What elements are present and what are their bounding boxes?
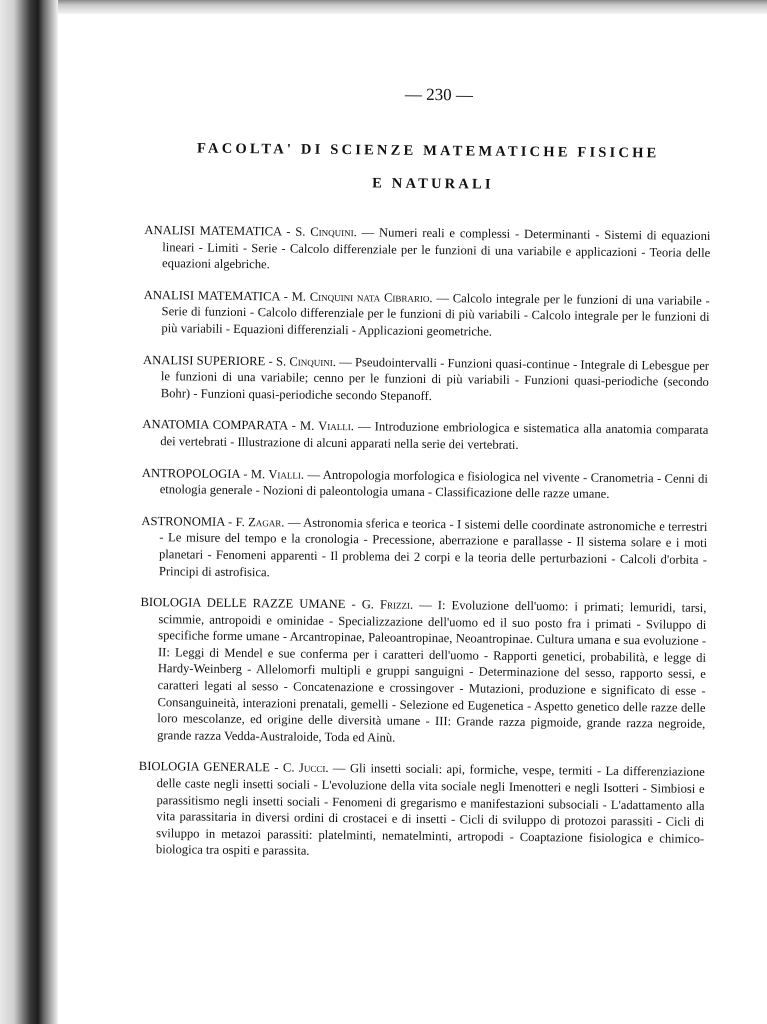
faculty-heading-continued: E NATURALI <box>372 175 494 193</box>
course-description: Antropologia morfologica e fisiologica nel vivente - Cranometria - Cenni di etnologia generale - Nozioni di paleontologia umana - Classificazione delle razze umane. <box>159 467 708 501</box>
course-entry: ANALISI MATEMATICA - S. Cinquini. — Numeri reali e complessi - Determinanti - Sistemi di equazioni lineari - Limiti - Serie - Calcolo differenziale per le funzioni di una variabile e applicazioni - Teoria delle equazioni algebriche. <box>144 222 711 272</box>
course-teacher: M. Cinquini nata Cibrario. <box>291 289 433 305</box>
course-description: Calcolo integrale per le funzioni di una variabile - Serie di funzioni - Calcolo differenziale per le funzioni di più variabili - Calcolo integrale per le funzioni di più variabili - Equazioni differenziali - Applicazioni geometriche. <box>161 291 710 339</box>
course-teacher: S. Cinquini. <box>275 353 337 369</box>
course-teacher: G. Frizzi. <box>361 597 414 612</box>
page-content <box>138 82 712 879</box>
course-list <box>138 222 711 864</box>
course-title: ASTRONOMIA <box>141 513 225 529</box>
course-teacher: F. Zagar. <box>235 514 285 530</box>
course-entry: BIOLOGIA DELLE RAZZE UMANE - G. Frizzi. — I: Evoluzione dell'uomo: i primati; lemuridi, tarsi, scimmie, antropoidi e ominidae - Specializzazione dell'uomo ed il suo posto fra i primati - Sviluppo di specifiche forme umane - Arcantropinae, Paleoantropinae, Neoantropinae. Cultura umana e sua evoluzione - II: Leggi di Mendel e sue conferma per i caratteri dell'uomo - Rapporti genetici, probabilità, e legge di Hardy-Weinberg - Allelomorfi multipli e gruppi sanguigni - Determinazione del sesso, rapporto sessi, e caratteri legati al sesso - Concatenazione e crossingover - Mutazioni, produzione e significato di esse - Consanguineità, interazioni prenatali, gemelli - Selezione ed Eugenetica - Aspetto genetico delle razze delle loro mescolanze, ed origine delle diversità umane - III: Grande razza pigmoide, grande razza negroide, grande razza Vedda-Australoide, Toda ed Ainù. <box>140 595 707 745</box>
course-teacher: C. Jucci. <box>282 760 329 776</box>
course-description: Introduzione embriologica e sistematica alla anatomia comparata dei vertebrati - Illustrazione di alcuni apparati nella serie dei vertebrati. <box>160 419 709 452</box>
course-title: ANALISI MATEMATICA <box>143 287 280 304</box>
course-teacher: M. Vialli. <box>250 466 305 482</box>
course-title: BIOLOGIA DELLE RAZZE UMANE <box>140 595 346 612</box>
course-entry: ANALISI SUPERIORE - S. Cinquini. — Pseudointervalli - Funzioni quasi-continue - Integrale di Lebesgue per le funzioni di una variabile; cenno per le funzioni di più variabili - Funzioni quasi-periodiche (secondo Bohr) - Funzioni quasi-periodiche secondo Stepanoff. <box>143 352 710 403</box>
course-entry: ASTRONOMIA - F. Zagar. — Astronomia sferica e teorica - I sistemi delle coordinate astronomiche e terrestri - Le misure del tempo e la cronologia - Precessione, aberrazione e parallasse - Il sistema solare e i moti planetari - Fenomeni apparenti - Il problema dei 2 corpi e la teoria delle perturbazioni - Calcoli d'orbita - Principi di astrofisica. <box>141 513 708 579</box>
course-title: ANTROPOLOGIA <box>141 465 240 481</box>
course-description: I: Evoluzione dell'uomo: i primati; lemuridi, tarsi, scimmie, antropoidi e ominidae - Specializzazione dell'uomo ed il suo posto fra i primati - Sviluppo di specifiche forme umane - Arcantropinae, Paleoantropinae, Neoantropinae. Cultura umana e sua evoluzione - II: Leggi di Mendel e sue conferma per i caratteri dell'uomo - Rapporti genetici, probabilità, e legge di Hardy-Weinberg - Allelomorfi multipli e gruppi sanguigni - Determinazione del sesso, rapporto sessi, e caratteri legati al sesso - Concatenazione e crossingover - Mutazioni, produzione e significato di esse - Consanguineità, interazioni prenatali, gemelli - Selezione ed Eugenetica - Aspetto genetico delle razze delle loro mescolanze, ed origine delle diversità umane - III: Grande razza pigmoide, grande razza negroide, grande razza Vedda-Australoide, Toda ed Ainù. <box>157 598 707 745</box>
course-teacher: M. Vialli. <box>299 418 354 434</box>
page-number: — 230 — <box>404 84 473 105</box>
course-title: ANALISI SUPERIORE <box>143 352 266 368</box>
course-teacher: S. Cinquini. <box>295 224 357 240</box>
course-description: Astronomia sferica e teorica - I sistemi delle coordinate astronomiche e terrestri - Le misure del tempo e la cronologia - Precessione, aberrazione e parallasse - Il sistema solare e i moti planetari - Fenomeni apparenti - Il problema dei 2 corpi e la teoria delle perturbazioni - Calcoli d'orbita - Principi di astrofisica. <box>158 515 708 579</box>
course-description: Gli insetti sociali: api, formiche, vespe, termiti - La differenziazione delle caste negli insetti sociali - L'evoluzione della vita sociale negli Imenotteri e negli Isotteri - Simbiosi e parassitismo negli insetti sociali - Fenomeni di gregarismo e manifestazioni subsociali - L'adattamento alla vita parassitaria in diversi ordini di crostacei e di insetti - Cicli di sviluppo di protozoi parassiti - Cicli di sviluppo in metazoi parassiti: platelminti, nematelminti, artropodi - Coaptazione fisiologica e chimico-biologica tra ospiti e parassita. <box>155 761 705 859</box>
course-entry: ANALISI MATEMATICA - M. Cinquini nata Cibrario. — Calcolo integrale per le funzioni di una variabile - Serie di funzioni - Calcolo differenziale per le funzioni di più variabili - Calcolo integrale per le funzioni di più variabili - Equazioni differenziali - Applicazioni geometriche. <box>143 287 710 339</box>
course-title: ANATOMIA COMPARATA <box>142 417 288 433</box>
course-description: Numeri reali e complessi - Determinanti - Sistemi di equazioni lineari - Limiti - Serie - Calcolo differenziale per le funzioni di una variabile e applicazioni - Teoria delle equazioni algebriche. <box>162 225 711 272</box>
faculty-heading: FACOLTA' DI SCIENZE MATEMATICHE FISICHE <box>197 140 660 162</box>
book-binding-shadow <box>0 0 58 1024</box>
course-entry: ANTROPOLOGIA - M. Vialli. — Antropologia morfologica e fisiologica nel vivente - Cranometria - Cenni di etnologia generale - Nozioni di paleontologia umana - Classificazione delle razze umane. <box>141 465 708 501</box>
page-top-edge <box>58 0 767 14</box>
course-entry: ANATOMIA COMPARATA - M. Vialli. — Introduzione embriologica e sistematica alla anatomia comparata dei vertebrati - Illustrazione di alcuni apparati nella serie dei vertebrati. <box>142 417 709 452</box>
course-title: ANALISI MATEMATICA <box>144 222 282 239</box>
course-description: Pseudointervalli - Funzioni quasi-continue - Integrale di Lebesgue per le funzioni di una variabile; cenno per le funzioni di più variabili - Funzioni quasi-periodiche (secondo Bohr) - Funzioni quasi-periodiche secondo Stepanoff. <box>160 354 710 403</box>
course-title: BIOLOGIA GENERALE <box>138 759 270 775</box>
course-entry: BIOLOGIA GENERALE - C. Jucci. — Gli insetti sociali: api, formiche, vespe, termiti - La differenziazione delle caste negli insetti sociali - L'evoluzione della vita sociale negli Imenotteri e negli Isotteri - Simbiosi e parassitismo negli insetti sociali - Fenomeni di gregarismo e manifestazioni subsociali - L'adattamento alla vita parassitaria in diversi ordini di crostacei e di insetti - Cicli di sviluppo di protozoi parassiti - Cicli di sviluppo in metazoi parassiti: platelminti, nematelminti, artropodi - Coaptazione fisiologica e chimico-biologica tra ospiti e parassita. <box>138 759 705 859</box>
